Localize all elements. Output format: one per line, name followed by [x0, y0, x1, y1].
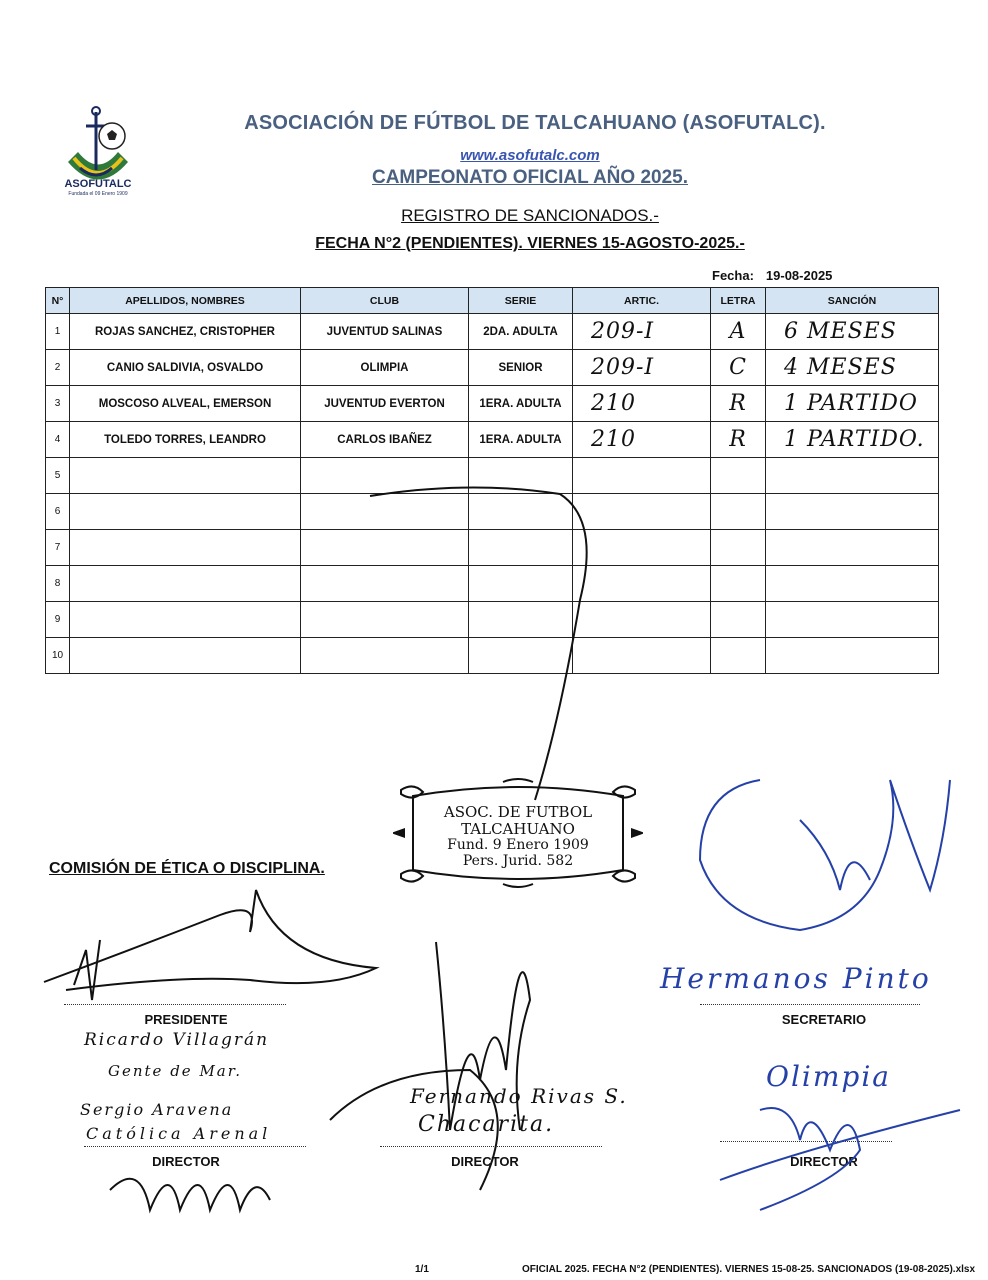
director3-handwritten-club: Olimpia: [766, 1060, 891, 1093]
serie-cell: [469, 458, 573, 494]
director1-handwritten-name: Sergio Aravena: [80, 1100, 234, 1119]
serie-cell: [469, 566, 573, 602]
logo-name: ASOFUTALC: [64, 178, 132, 190]
serie-cell: 1ERA. ADULTA: [469, 422, 573, 458]
serie-cell: [469, 530, 573, 566]
col-header-club: CLUB: [301, 288, 469, 314]
table-row: [46, 566, 939, 602]
sancion-cell: 4 MESES: [766, 350, 939, 386]
artic-cell: [573, 458, 711, 494]
row-number-cell: 7: [46, 530, 70, 566]
sancion-cell: [766, 566, 939, 602]
table-row: [46, 458, 939, 494]
club-cell: [301, 458, 469, 494]
col-header-artic: ARTIC.: [573, 288, 711, 314]
club-cell: [301, 602, 469, 638]
secretary-label: SECRETARIO: [781, 1012, 867, 1027]
sancion-cell: 6 MESES: [766, 314, 939, 350]
name-cell: [70, 494, 301, 530]
col-header-name: APELLIDOS, NOMBRES: [70, 288, 301, 314]
club-cell: [301, 638, 469, 674]
sancion-cell: 1 PARTIDO.: [766, 422, 939, 458]
table-header-row: [46, 288, 939, 314]
club-cell: [301, 530, 469, 566]
name-cell: [70, 638, 301, 674]
club-cell: JUVENTUD SALINAS: [301, 314, 469, 350]
club-cell: [301, 566, 469, 602]
col-header-sancion: SANCIÓN: [766, 288, 939, 314]
director2-handwritten-name: Fernando Rivas S.: [410, 1084, 628, 1108]
letra-cell: [711, 458, 766, 494]
director3-signature-line: [720, 1141, 892, 1142]
letra-cell: R: [711, 422, 766, 458]
president-label: PRESIDENTE: [144, 1012, 228, 1027]
director1-label: DIRECTOR: [152, 1154, 220, 1169]
stamp-line4: Pers. Jurid. 582: [462, 853, 574, 869]
name-cell: CANIO SALDIVIA, OSVALDO: [70, 350, 301, 386]
club-cell: CARLOS IBAÑEZ: [301, 422, 469, 458]
fecha-line: FECHA N°2 (PENDIENTES). VIERNES 15-AGOSTO-2025.-: [315, 235, 745, 252]
table-row: [46, 422, 939, 458]
name-cell: ROJAS SANCHEZ, CRISTOPHER: [70, 314, 301, 350]
row-number-cell: 8: [46, 566, 70, 602]
sancion-cell: [766, 530, 939, 566]
artic-cell: [573, 566, 711, 602]
name-cell: [70, 602, 301, 638]
director1-signature-line: [84, 1146, 306, 1147]
letra-cell: C: [711, 350, 766, 386]
name-cell: [70, 566, 301, 602]
director1-handwritten-club: Católica Arenal: [86, 1124, 272, 1143]
secretary-signature-line: [700, 1004, 920, 1005]
club-cell: [301, 494, 469, 530]
row-number-cell: 6: [46, 494, 70, 530]
table-row: [46, 350, 939, 386]
stamp-line2: TALCAHUANO: [461, 820, 575, 838]
footer-filename: OFICIAL 2025. FECHA N°2 (PENDIENTES). VIERNES 15-08-25. SANCIONADOS (19-08-2025).xlsx: [522, 1264, 976, 1275]
sanctions-table: [45, 287, 939, 674]
artic-cell: 210: [573, 386, 711, 422]
sancion-cell: [766, 602, 939, 638]
row-number-cell: 5: [46, 458, 70, 494]
date-label: Fecha:: [712, 268, 754, 283]
table-row: [46, 638, 939, 674]
name-cell: [70, 530, 301, 566]
table-row: [46, 314, 939, 350]
serie-cell: 1ERA. ADULTA: [469, 386, 573, 422]
artic-cell: [573, 530, 711, 566]
club-cell: OLIMPIA: [301, 350, 469, 386]
serie-cell: [469, 638, 573, 674]
director2-label: DIRECTOR: [451, 1154, 519, 1169]
date-value: 19-08-2025: [765, 268, 833, 283]
table-row: [46, 602, 939, 638]
artic-cell: 209-I: [573, 314, 711, 350]
serie-cell: [469, 602, 573, 638]
name-cell: [70, 458, 301, 494]
row-number-cell: 10: [46, 638, 70, 674]
letra-cell: [711, 530, 766, 566]
sancion-cell: [766, 638, 939, 674]
table-row: [46, 494, 939, 530]
name-cell: MOSCOSO ALVEAL, EMERSON: [70, 386, 301, 422]
footer-page-number: 1/1: [415, 1264, 429, 1275]
row-number-cell: 9: [46, 602, 70, 638]
artic-cell: 210: [573, 422, 711, 458]
club-cell: JUVENTUD EVERTON: [301, 386, 469, 422]
director3-label: DIRECTOR: [790, 1154, 858, 1169]
letra-cell: R: [711, 386, 766, 422]
logo-subtext: Fundada el 09 Enero 1909: [68, 191, 128, 197]
sancion-cell: 1 PARTIDO: [766, 386, 939, 422]
serie-cell: 2DA. ADULTA: [469, 314, 573, 350]
stamp-line3: Fund. 9 Enero 1909: [447, 837, 589, 853]
president-handwritten-name: Ricardo Villagrán: [84, 1030, 270, 1050]
sancion-cell: [766, 458, 939, 494]
artic-cell: [573, 638, 711, 674]
table-row: [46, 530, 939, 566]
serie-cell: [469, 494, 573, 530]
letra-cell: [711, 638, 766, 674]
championship-title: CAMPEONATO OFICIAL AÑO 2025.: [371, 167, 688, 188]
secretary-handwritten-name: Hermanos Pinto: [660, 962, 932, 995]
letra-cell: [711, 566, 766, 602]
name-cell: TOLEDO TORRES, LEANDRO: [70, 422, 301, 458]
row-number-cell: 2: [46, 350, 70, 386]
document-title: ASOCIACIÓN DE FÚTBOL DE TALCAHUANO (ASOFUTALC).: [244, 112, 826, 134]
director2-handwritten-club: Chacarita.: [418, 1112, 555, 1137]
website-link[interactable]: www.asofutalc.com: [460, 147, 600, 164]
letra-cell: A: [711, 314, 766, 350]
col-header-serie: SERIE: [469, 288, 573, 314]
stamp-line1: ASOC. DE FUTBOL: [443, 803, 593, 821]
row-number-cell: 1: [46, 314, 70, 350]
date-line: [712, 268, 844, 283]
artic-cell: 209-I: [573, 350, 711, 386]
commission-title: COMISIÓN DE ÉTICA O DISCIPLINA.: [49, 860, 325, 877]
director2-signature-line: [380, 1146, 602, 1147]
letra-cell: [711, 494, 766, 530]
col-header-number: N°: [46, 288, 70, 314]
sancion-cell: [766, 494, 939, 530]
artic-cell: [573, 494, 711, 530]
registry-title: REGISTRO DE SANCIONADOS.-: [401, 206, 659, 225]
president-handwritten-club: Gente de Mar.: [108, 1062, 243, 1080]
president-signature-line: [64, 1004, 286, 1005]
table-row: [46, 386, 939, 422]
serie-cell: SENIOR: [469, 350, 573, 386]
row-number-cell: 3: [46, 386, 70, 422]
row-number-cell: 4: [46, 422, 70, 458]
artic-cell: [573, 602, 711, 638]
col-header-letra: LETRA: [711, 288, 766, 314]
letra-cell: [711, 602, 766, 638]
